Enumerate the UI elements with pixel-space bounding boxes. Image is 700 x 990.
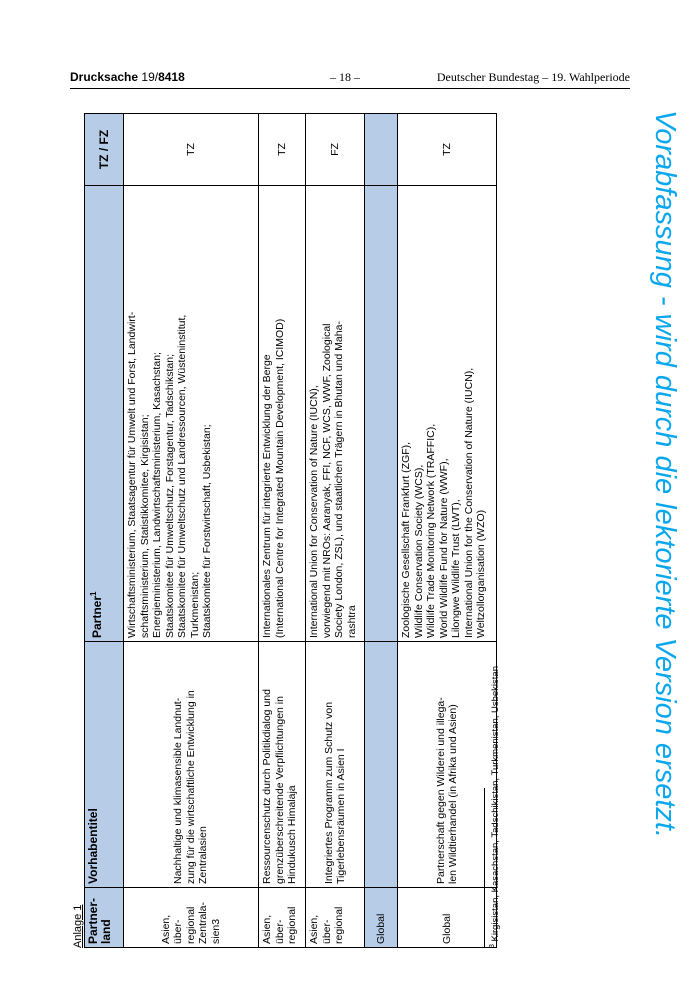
document-label: Drucksache (70, 70, 139, 84)
cell-titel (259, 642, 306, 888)
text-line: International Union for Conservation of Nature (IUCN), (308, 385, 320, 638)
cell-titel (306, 642, 365, 888)
cell-tzfz: FZ (306, 114, 365, 186)
text-line: Weltzollorganisation (WZO) (475, 509, 487, 638)
text-line: regional (184, 906, 197, 944)
header-rule (70, 88, 630, 89)
text-line: Global (440, 913, 453, 944)
text-line: land (99, 919, 113, 944)
document-number (70, 70, 185, 84)
text-line: Asien, über- (261, 914, 286, 944)
table-header-row (85, 114, 124, 948)
text-line: Ressourcenschutz durch Politikdialog und (261, 689, 273, 884)
text-line: zung für die wirtschaftliche Entwicklung in (184, 690, 197, 884)
col-header-tzfz: TZ / FZ (85, 114, 124, 186)
text-line: Asien, über- (308, 914, 333, 944)
text-line: Nachhaltige und klimasensible Landnut- (172, 697, 185, 884)
text-line: Lilongwe Wildlife Trust (LWT), (450, 499, 462, 638)
rotated-content-inner (70, 108, 530, 948)
text-line: Staatskomitee für Forstwirtschaft, Usbekistan; (201, 424, 213, 638)
text-line: rashtra (345, 605, 358, 638)
text-line: Society London, ZSL), und staatlichen Trägern in Bhutan und Maha- (333, 321, 345, 638)
cell-partner (259, 186, 306, 642)
section-label: Global (365, 888, 398, 948)
document-number-value: 8418 (158, 70, 185, 84)
text-line: (International Centre for Integrated Mountain Development, ICIMOD) (273, 318, 286, 638)
text-line: Energieministerium, Landwirtschaftsministerium, Kasachstan; (151, 352, 163, 638)
watermark (640, 110, 690, 940)
footnote (489, 666, 501, 948)
document-number-prefix: 19/ (141, 70, 159, 84)
col-header-vorhabentitel: Vorhabentitel (85, 642, 124, 888)
cell-titel (124, 642, 259, 888)
text-line: Staatskomitee für Umweltschutz und Landressourcen, Wüsteninstitut, (176, 314, 188, 638)
table-row (124, 114, 259, 948)
text-line: Wildlife Trade Monitoring Network (TRAFFIC), (425, 423, 437, 638)
section-row (365, 114, 398, 948)
footnote-text: Kirgisistan, Kasachstan, Tadschikistan, Turkmenistan, Usbekistan (490, 665, 502, 942)
cell-partner (124, 186, 259, 642)
footnote-ref: 1 (89, 591, 98, 596)
footnote-rule (484, 788, 485, 948)
text-line: len Wildtierhandel (in Afrika und Asien) (447, 704, 459, 884)
text-line: Hindukusch Himalaja (286, 785, 298, 884)
cell-tzfz: TZ (259, 114, 306, 186)
text-line: regional (286, 906, 298, 944)
text-line: Zoologische Gesellschaft Frankfurt (ZGF), (400, 441, 412, 638)
publisher: Deutscher Bundestag – 19. Wahlperiode (436, 70, 630, 84)
cell-land (398, 888, 497, 948)
footnote-mark: 3 (489, 944, 496, 948)
text-line: Turkmenistan; (188, 571, 201, 638)
text-line: Zentralasien (197, 826, 210, 884)
text-line: Wildlife Conservation Society (WCS), (412, 464, 425, 638)
table-row (259, 114, 306, 948)
cell-tzfz: TZ (124, 114, 259, 186)
text-line: Wirtschaftsministerium, Staatsagentur für Umwelt und Forst, Landwirt- (126, 311, 138, 638)
text-line: Partner- (86, 897, 100, 944)
text-line: World Wildlife Fund for Nature (WWF), (437, 458, 450, 638)
text-line: sien3 (209, 918, 222, 944)
col-header-partner-text: Partner (90, 595, 104, 638)
text-line: Partnerschaft gegen Wilderei und illega- (434, 697, 447, 884)
cell-land (124, 888, 259, 948)
text-line: Tigerlebensräumen in Asien I (335, 748, 347, 884)
cell-land (306, 888, 365, 948)
col-header-partnerland (85, 888, 124, 948)
col-header-partner (85, 186, 124, 642)
rotated-content (70, 108, 530, 948)
text-line: Internationales Zentrum für integrierte Entwicklung der Berge (261, 354, 273, 638)
section-empty-cell (365, 642, 398, 888)
text-line: Asien, über- (159, 914, 185, 944)
table-row (398, 114, 497, 948)
text-line: Integriertes Programm zum Schutz von (322, 701, 335, 884)
anlage-label: Anlage 1 (72, 904, 84, 948)
cell-land (259, 888, 306, 948)
text-line: regional (333, 906, 345, 944)
text-line: International Union for the Conservation of Nature (IUCN), (462, 367, 475, 638)
cell-tzfz: TZ (398, 114, 497, 186)
watermark-text: Vorabfassung - wird durch die lektorierte Version ersetzt. (649, 110, 681, 839)
text-line: vorwiegend mit NROs: Aaranyak, FFI, NCF, WCS, WWF, Zoological (320, 323, 333, 638)
cell-titel (398, 642, 497, 888)
text-line: Zentrala- (197, 901, 210, 944)
project-table (84, 113, 497, 948)
cell-partner (306, 186, 365, 642)
page-number: – 18 – (330, 70, 360, 84)
text-line: grenzüberschreitende Verpflichtungen in (273, 696, 286, 884)
section-empty-cell (365, 114, 398, 186)
text-line: schaftsministerium, Statistikkomitee, Kirgisistan; (138, 414, 151, 638)
cell-partner (398, 186, 497, 642)
table-row (306, 114, 365, 948)
section-empty-cell (365, 186, 398, 642)
text-line: Staatskomitee für Umweltschutz, Forstagentur, Tadschikstan; (163, 353, 176, 638)
